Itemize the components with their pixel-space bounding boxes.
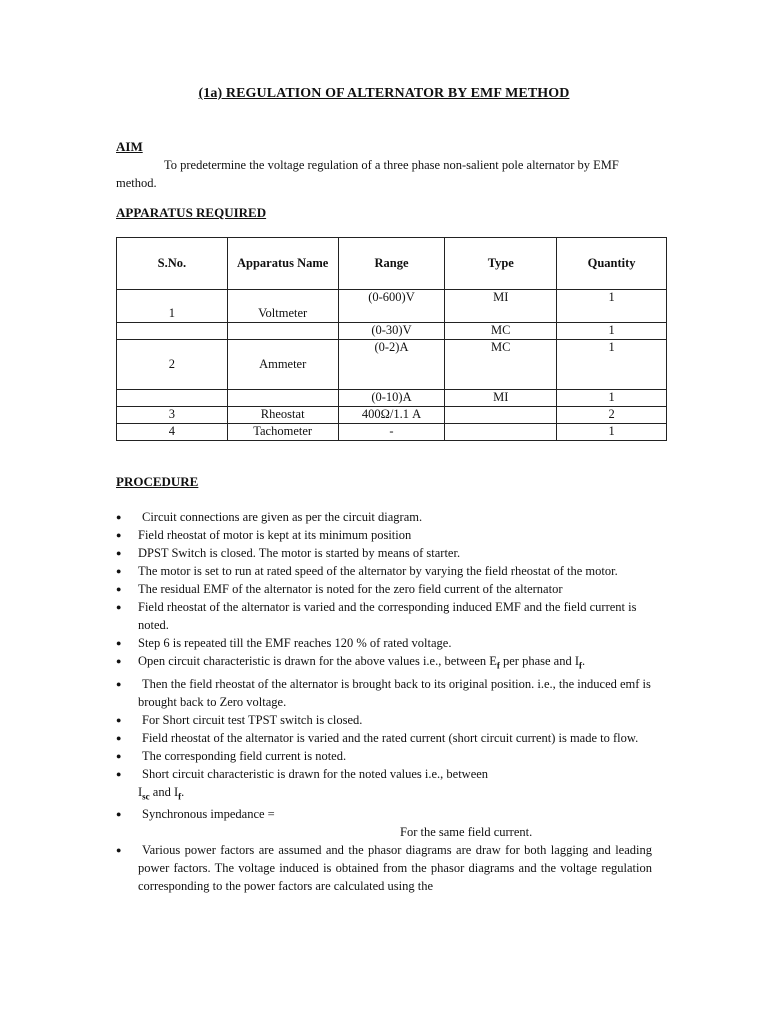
aim-heading: AIM <box>116 139 143 154</box>
cell-sno: 4 <box>117 424 228 441</box>
cell-name <box>227 390 338 407</box>
cell-qty: 1 <box>557 290 667 323</box>
column-header: S.No. <box>117 238 228 290</box>
column-header: Apparatus Name <box>227 238 338 290</box>
bullet-icon: ● <box>116 714 122 725</box>
step-text: Circuit connections are given as per the circuit diagram. <box>142 510 423 524</box>
cell-name: Ammeter <box>227 340 338 390</box>
subscript: sc <box>142 791 150 801</box>
step-text: Various power factors are assumed and the phasor diagrams are draw for both lagging and leading power factors. The voltage induced is obtained from the phasor diagrams and the voltage regulation corresponding to the power factors are calculated using the <box>138 843 652 893</box>
step-text: The motor is set to run at rated speed of the alternator by varying the field rheostat of the motor. <box>138 564 618 578</box>
bullet-icon: ● <box>116 512 122 522</box>
bullet-icon: ● <box>116 732 122 743</box>
aim-text: To predetermine the voltage regulation of a three phase non-salient pole alternator by EMF method. <box>116 158 619 190</box>
bullet-icon: ● <box>116 809 122 819</box>
step-text <box>138 654 586 671</box>
step-text-part: Open circuit characteristic is drawn for the above values i.e., between E <box>138 654 497 668</box>
bullet-icon: ● <box>116 845 122 855</box>
step-text: Field rheostat of the alternator is varied and the rated current (short circuit current) is made to flow. <box>142 730 639 745</box>
cell-type: MI <box>445 290 557 323</box>
cell-type: MI <box>445 390 557 407</box>
step-text: The corresponding field current is noted. <box>142 748 347 763</box>
step-text: Synchronous impedance = <box>142 807 275 821</box>
cell-range: 400Ω/1.1 A <box>338 407 445 424</box>
list-item-continuation <box>116 823 652 841</box>
step-text-part: I <box>138 784 143 799</box>
cell-sno: 2 <box>117 340 228 390</box>
cell-range: (0-30)V <box>338 323 445 340</box>
bullet-icon: ● <box>116 638 122 648</box>
column-header: Range <box>338 238 445 290</box>
step-text-part: and I <box>149 784 179 799</box>
cell-type <box>445 407 557 424</box>
step-text: Then the field rheostat of the alternator is brought back to its original position. i.e., the induced emf is brought back to Zero voltage. <box>138 676 651 709</box>
cell-qty: 2 <box>557 407 667 424</box>
cell-type: MC <box>445 323 557 340</box>
table-header-row <box>117 238 667 290</box>
list-item <box>116 841 652 895</box>
subscript: f <box>579 660 583 671</box>
list-item <box>116 711 652 729</box>
bullet-icon: ● <box>116 750 122 761</box>
list-item <box>116 598 652 634</box>
bullet-icon: ● <box>116 678 122 689</box>
list-item <box>116 544 652 562</box>
step-text: DPST Switch is closed. The motor is started by means of starter. <box>138 546 461 560</box>
cell-name: Voltmeter <box>227 290 338 323</box>
table-row <box>117 340 667 390</box>
bullet-icon: ● <box>116 602 122 612</box>
apparatus-heading: APPARATUS REQUIRED <box>116 205 267 220</box>
subscript: f <box>178 791 182 801</box>
step-text <box>138 767 488 799</box>
list-item <box>116 747 652 765</box>
cell-range: - <box>338 424 445 441</box>
cell-range: (0-2)A <box>338 340 445 390</box>
table-row <box>117 323 667 340</box>
list-item <box>116 634 652 652</box>
procedure-heading: PROCEDURE <box>116 474 199 489</box>
procedure-list <box>116 508 652 895</box>
step-text-part: . <box>582 654 586 668</box>
cell-qty: 1 <box>557 340 667 390</box>
list-item <box>116 805 652 823</box>
bullet-icon: ● <box>116 584 122 594</box>
step-text-part: per phase and I <box>499 654 580 668</box>
apparatus-table <box>116 237 667 441</box>
cell-qty: 1 <box>557 390 667 407</box>
step-text-part: . <box>181 784 185 799</box>
cell-sno: 3 <box>117 407 228 424</box>
cell-name: Rheostat <box>227 407 338 424</box>
list-item <box>116 729 652 747</box>
step-text: Step 6 is repeated till the EMF reaches 120 % of rated voltage. <box>138 636 452 650</box>
bullet-icon: ● <box>116 768 122 779</box>
step-text: Field rheostat of the alternator is varied and the corresponding induced EMF and the field current is noted. <box>138 600 637 632</box>
table-row <box>117 290 667 323</box>
page-title: (1a) REGULATION OF ALTERNATOR BY EMF METHOD <box>198 86 570 101</box>
cell-qty: 1 <box>557 424 667 441</box>
cell-name: Tachometer <box>227 424 338 441</box>
cell-range: (0-600)V <box>338 290 445 323</box>
list-item <box>116 508 652 526</box>
cell-sno <box>117 323 228 340</box>
step-text: Field rheostat of motor is kept at its minimum position <box>138 528 412 542</box>
column-header: Quantity <box>557 238 667 290</box>
table-row <box>117 390 667 407</box>
list-item <box>116 765 652 806</box>
cell-sno: 1 <box>117 290 228 323</box>
table-row <box>117 424 667 441</box>
list-item <box>116 580 652 598</box>
list-item <box>116 675 652 711</box>
column-header: Type <box>445 238 557 290</box>
list-item <box>116 652 652 675</box>
list-item <box>116 526 652 544</box>
subscript: f <box>496 660 500 671</box>
cell-type <box>445 424 557 441</box>
cell-type: MC <box>445 340 557 390</box>
cell-range: (0-10)A <box>338 390 445 407</box>
bullet-icon: ● <box>116 656 122 666</box>
cell-name <box>227 323 338 340</box>
list-item <box>116 562 652 580</box>
step-text: The residual EMF of the alternator is noted for the zero field current of the alternator <box>138 582 563 596</box>
bullet-icon: ● <box>116 548 122 558</box>
same-field-current-text: For the same field current. <box>400 825 533 839</box>
step-text: For Short circuit test TPST switch is closed. <box>142 712 363 727</box>
step-text-part: Short circuit characteristic is drawn for the noted values i.e., between <box>142 766 489 781</box>
bullet-icon: ● <box>116 566 122 576</box>
cell-sno <box>117 390 228 407</box>
table-row <box>117 407 667 424</box>
cell-qty: 1 <box>557 323 667 340</box>
bullet-icon: ● <box>116 530 122 540</box>
